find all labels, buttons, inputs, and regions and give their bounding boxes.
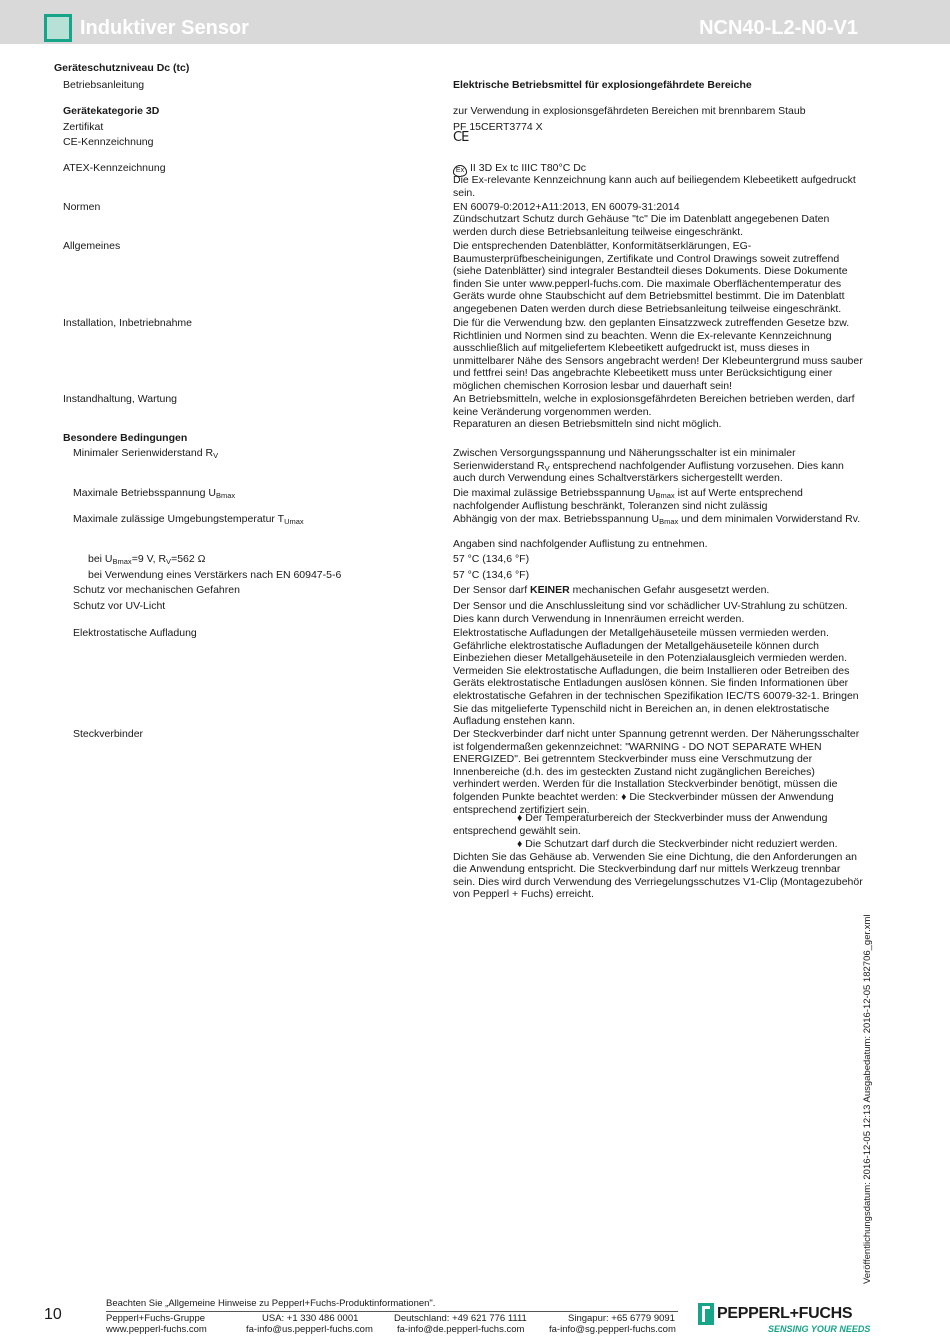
footer-de-email[interactable]: fa-info@de.pepperl-fuchs.com xyxy=(397,1324,525,1335)
label-serienwiderstand: Minimaler Serienwiderstand $R_V$ xyxy=(73,447,219,460)
footer-sg-email[interactable]: fa-info@sg.pepperl-fuchs.com xyxy=(549,1324,676,1335)
page-number: 10 xyxy=(44,1306,62,1323)
page-header xyxy=(0,0,950,44)
side-publication-info: Veröffentlichungsdatum: 2016-12-05 12:13 Ausgabedatum: 2016-12-05 182706_ger.xml xyxy=(862,914,873,1284)
value-steckverbinder-1: Der Steckverbinder darf nicht unter Spannung getrennt werden. Der Näherungsschalter ist folgendermaßen gekennzeichnet: "WARNING - DO NOT SEPARATE WHEN ENERGIZED". Bei getrenntem Steckverbinder muss eine Verschmutzung der Innenbereiche (d.h. des im gesteckten Zustand nicht zugänglichen Bereiches) verhindert werden. Werden für die Installation Steckverbinder benötigt, müssen die folgenden Punkte beachtet werden: ♦ Die Steckverbinder müssen der Anwendung entsprechend zertifiziert sein. xyxy=(453,728,860,816)
value-steckverbinder-3: ♦ Die Schutzart darf durch die Steckverbinder nicht reduziert werden. Dichten Sie das Gehäuse ab. Verwenden Sie eine Dichtung, die den Anforderungen an die Anwendung entspricht. Die Steckverbindung darf nur mittels Werkzeug trennbar sein. Dies wird durch Verwendung des Verriegelungsschutzes V1-Clip (Montagezubehör von Pepperl + Fuchs) erreicht. xyxy=(453,838,863,901)
value-ubmax: Die maximal zulässige Betriebsspannung $U_{Bmax}$ ist auf Werte entsprechend nachfolgender Auflistung beschränkt, Toleranzen sind nicht zulässig xyxy=(453,487,803,512)
pf-brand-name: PEPPERL+FUCHS xyxy=(717,1305,853,1322)
value-atex-note: Die Ex-relevante Kennzeichnung kann auch auf beiliegendem Klebeetikett aufgedruckt sein. xyxy=(453,174,856,199)
label-normen: Normen xyxy=(63,201,101,213)
footer-website-link[interactable]: www.pepperl-fuchs.com xyxy=(106,1324,207,1335)
footer-usa-phone: USA: +1 330 486 0001 xyxy=(262,1313,359,1324)
label-ubmax: Maximale Betriebsspannung $U_{Bmax}$ xyxy=(73,487,236,500)
value-installation: Die für die Verwendung bzw. den geplanten Einsatzzweck zutreffenden Gesetze bzw. Richtlinien und Normen sind zu beachten. Wenn die Ex-relevante Kennzeichnung ausschließlich auf mitgeliefertem Klebeetikett aufgedruckt ist, muss dieses in unmittelbarer Nähe des Sensors angebracht werden! Der Klebeuntergrund muss sauber und fettfrei sein! Das angebrachte Klebeetikett muss unter Berücksichtigung einer möglichen chemischen Korrosion lesbar und dauerhaft sein! xyxy=(453,317,863,392)
header-logo-box xyxy=(44,14,72,42)
value-uv-schutz: Der Sensor und die Anschlussleitung sind vor schädlicher UV-Strahlung zu schützen. Dies kann durch Verwendung in Innenräumen erreicht werden. xyxy=(453,600,848,625)
footer-sg-phone: Singapur: +65 6779 9091 xyxy=(568,1313,675,1324)
label-ce: CE-Kennzeichnung xyxy=(63,136,154,148)
value-steckverbinder-2: ♦ Der Temperaturbereich der Steckverbinder muss der Anwendung entsprechend gewählt sein. xyxy=(453,812,828,837)
label-instandhaltung: Instandhaltung, Wartung xyxy=(63,393,178,405)
section-title: Geräteschutzniveau Dc (tc) xyxy=(54,62,190,74)
ex-mark-icon: Ex xyxy=(453,165,467,177)
label-bei-ubmax: bei $U_{Bmax}=9$ V, $R_V=562$ Ω xyxy=(88,553,206,566)
label-allgemeines: Allgemeines xyxy=(63,240,121,252)
label-tumax: Maximale zulässige Umgebungstemperatur $T_{Umax}$ xyxy=(73,513,304,526)
atex-marking: II 3D Ex tc IIIC T80°C Dc xyxy=(470,162,587,174)
footer-de-phone: Deutschland: +49 621 776 1111 xyxy=(394,1313,527,1324)
value-normen-note: Zündschutzart Schutz durch Gehäuse "tc" Die im Datenblatt angegebenen Daten werden durch diese Betriebsanleitung teilweise eingeschränkt. xyxy=(453,213,830,238)
label-esd: Elektrostatische Aufladung xyxy=(73,627,197,639)
footer-company: Pepperl+Fuchs-Gruppe xyxy=(106,1313,206,1324)
ce-mark-icon: CE xyxy=(453,130,469,145)
label-verstaerker: bei Verwendung eines Verstärkers nach EN 60947-5-6 xyxy=(88,569,342,581)
value-geraetekategorie: zur Verwendung in explosionsgefährdeten Bereichen mit brennbarem Staub xyxy=(453,105,806,117)
value-betriebsanleitung: Elektrische Betriebsmittel für explosiongefährdete Bereiche xyxy=(453,79,752,91)
label-uv-schutz: Schutz vor UV-Licht xyxy=(73,600,166,612)
value-allgemeines: Die entsprechenden Datenblätter, Konformitätserklärungen, EG-Baumusterprüfbescheinigungen, Zertifikate und Control Drawings soweit zutreffend (siehe Datenblätter) sind integraler Bestandteil dieses Dokuments. Diese Dokumente finden Sie unter www.pepperl-fuchs.com. Die maximale Oberflächentemperatur des Geräts wurde ohne Staubschicht auf dem Betriebsmittel bestimmt. Die im Datenblatt angegebenen Daten werden durch diese Betriebsanleitung teilweise eingeschränkt. xyxy=(453,240,848,315)
label-steckverbinder: Steckverbinder xyxy=(73,728,144,740)
value-esd: Elektrostatische Aufladungen der Metallgehäuseteile müssen vermieden werden. Gefährliche elektrostatische Aufladungen der Metallgehäuseteile können durch Einbeziehen dieser Metallgehäuseteile in den Potenzialausgleich vermieden werden. Vermeiden Sie elektrostatische Aufladungen, die beim Installieren oder Betreiben des Geräts elektrostatische Entladungen auslösen können. Sie finden Informationen über elektrostatische Gefahren in der technischen Spezifikation IEC/TS 60079-32-1. Bringen Sie das mitgelieferte Typenschild nicht in Bereichen an, in denen elektrostatische Aufladung enstehen kann. xyxy=(453,627,859,728)
label-besondere-bedingungen: Besondere Bedingungen xyxy=(63,432,188,444)
label-atex: ATEX-Kennzeichnung xyxy=(63,162,166,174)
pf-tagline: SENSING YOUR NEEDS xyxy=(768,1324,871,1334)
value-normen: EN 60079-0:2012+A11:2013, EN 60079-31:2014 xyxy=(453,201,680,213)
value-zertifikat: PF 15CERT3774 X xyxy=(453,121,543,133)
value-serienwiderstand: Zwischen Versorgungsspannung und Näherungsschalter ist ein minimaler Serienwiderstand $R_V$ entsprechend nachfolgender Auflistung vorzusehen. Dies kann auch durch Verwendung eines Schaltverstärkers sichergestellt werden. xyxy=(453,447,844,485)
value-instandhaltung-2: Reparaturen an diesen Betriebsmitteln sind nicht möglich. xyxy=(453,418,722,430)
value-verstaerker: 57 °C (134,6 °F) xyxy=(453,569,530,581)
value-tumax: Abhängig von der max. Betriebsspannung $U_{Bmax}$ und dem minimalen Vorwiderstand Rv. xyxy=(453,513,861,526)
footer-usa-email[interactable]: fa-info@us.pepperl-fuchs.com xyxy=(246,1324,373,1335)
value-bei-ubmax: 57 °C (134,6 °F) xyxy=(453,553,530,565)
label-zertifikat: Zertifikat xyxy=(63,121,104,133)
pepperl-fuchs-logo xyxy=(698,1303,878,1337)
label-betriebsanleitung: Betriebsanleitung xyxy=(63,79,145,91)
label-geraetekategorie: Gerätekategorie 3D xyxy=(63,105,160,117)
page-title: Induktiver Sensor xyxy=(80,17,249,39)
pf-logo-mark-icon xyxy=(698,1303,714,1325)
footer-divider xyxy=(106,1311,678,1312)
value-mech-schutz: Der Sensor darf KEINER mechanischen Gefahr ausgesetzt werden. xyxy=(453,584,770,596)
label-mech-schutz: Schutz vor mechanischen Gefahren xyxy=(73,584,240,596)
value-instandhaltung: An Betriebsmitteln, welche in explosionsgefährdeten Bereichen betrieben werden, darf keine Veränderung vorgenommen werden. xyxy=(453,393,855,418)
model-number: NCN40-L2-N0-V1 xyxy=(699,17,858,39)
value-tumax-2: Angaben sind nachfolgender Auflistung zu entnehmen. xyxy=(453,538,708,550)
footer-note: Beachten Sie „Allgemeine Hinweise zu Pepperl+Fuchs-Produktinformationen". xyxy=(106,1298,436,1309)
label-installation: Installation, Inbetriebnahme xyxy=(63,317,192,329)
